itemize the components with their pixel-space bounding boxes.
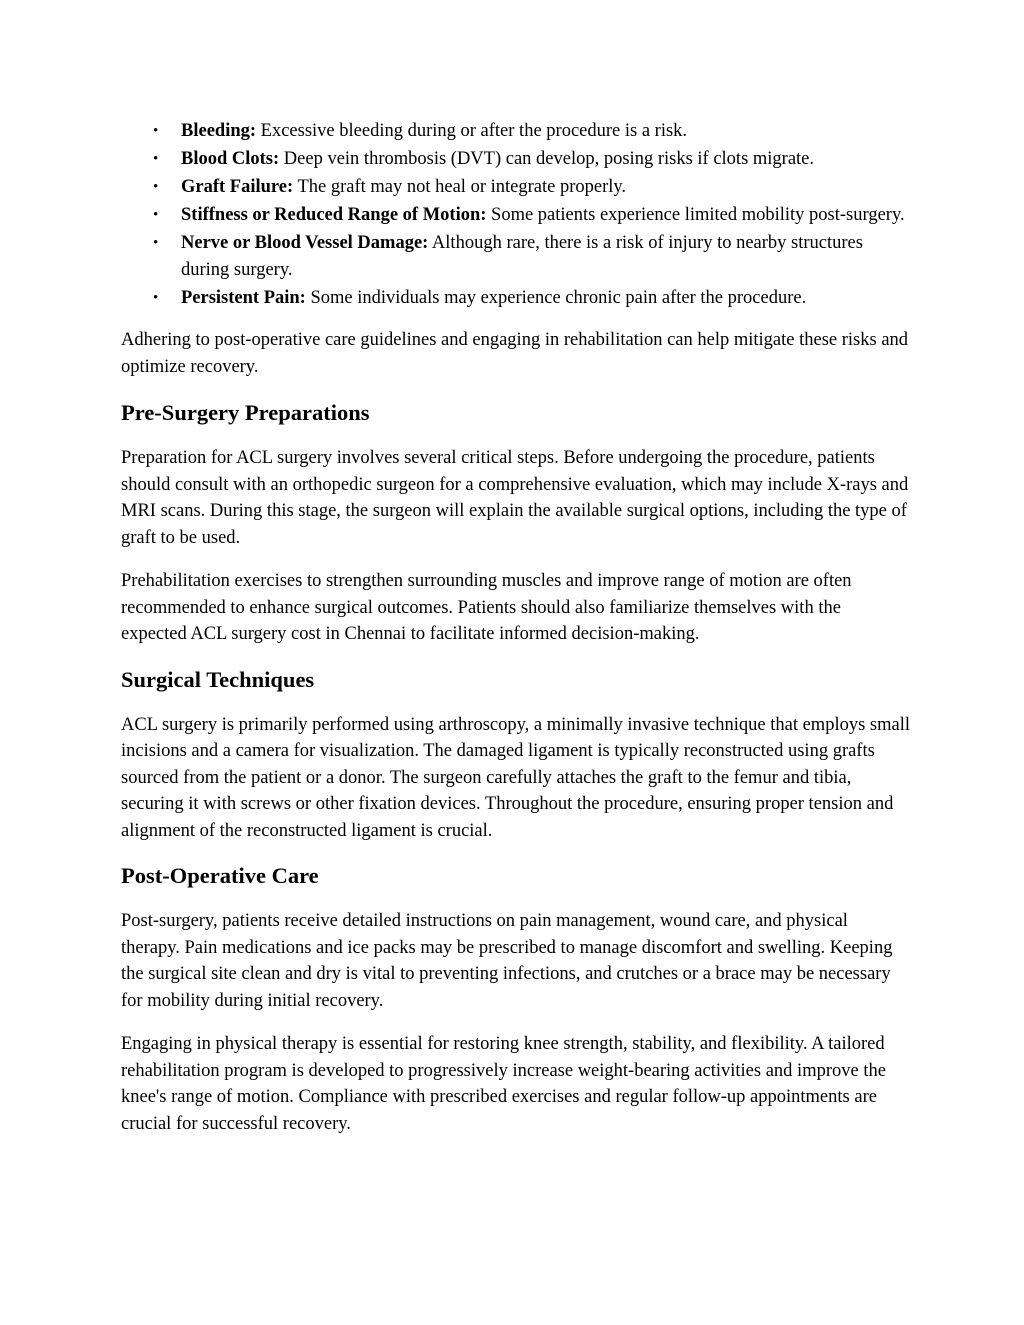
section-heading-pre-surgery: Pre-Surgery Preparations (121, 400, 370, 425)
risk-description: Some patients experience limited mobility post-surgery. (486, 205, 905, 225)
bullet-icon: • (153, 179, 159, 195)
risk-term: Persistent Pain: (181, 287, 306, 308)
list-item-persistent-pain (153, 285, 911, 312)
bullet-icon: • (153, 235, 159, 251)
list-item-nerve-damage (153, 230, 911, 283)
risk-term: Nerve or Blood Vessel Damage: (181, 233, 429, 253)
bullet-icon: • (153, 207, 159, 223)
list-item-bleeding (153, 118, 911, 145)
list-item-blood-clots (153, 146, 911, 173)
risk-term: Bleeding: (181, 121, 257, 141)
risk-list (121, 118, 911, 311)
risks-conclusion-paragraph: Adhering to post-operative care guidelines and engaging in rehabilitation can help mitigate these risks and optimize recovery. (121, 330, 909, 377)
risk-term: Graft Failure: (181, 177, 294, 197)
risk-description: The graft may not heal or integrate properly. (293, 177, 627, 197)
techniques-paragraph-1: ACL surgery is primarily performed using arthroscopy, a minimally invasive technique that employs small incisions and a camera for visualization. The damaged ligament is typically reconstructed using grafts sourced from the patient or a donor. The surgeon carefully attaches the graft to the femur and tibia, securing it with screws or other fixation devices. Throughout the procedure, ensuring proper tension and alignment of the reconstructed ligament is crucial. (121, 714, 910, 841)
post-op-paragraph-2: Engaging in physical therapy is essential for restoring knee strength, stability, and flexibility. A tailored rehabilitation program is developed to progressively increase weight-bearing activities and improve the knee's range of motion. Compliance with prescribed exercises and regular follow-up appointments are crucial for successful recovery. (121, 1034, 886, 1134)
list-item-stiffness (153, 202, 911, 229)
risk-description: Some individuals may experience chronic pain after the procedure. (305, 287, 807, 308)
risk-description: Excessive bleeding during or after the procedure is a risk. (256, 121, 688, 141)
risk-description: Although rare, there is a risk of injury to nearby structures during surgery. (181, 233, 863, 280)
post-op-paragraph-1: Post-surgery, patients receive detailed instructions on pain management, wound care, and physical therapy. Pain medications and ice packs may be prescribed to manage discomfort and swelling. Keeping the surgical site clean and dry is vital to preventing infections, and crutches or a brace may be necessary for mobility during initial recovery. (121, 911, 893, 1011)
risk-term: Blood Clots: (181, 149, 280, 169)
bullet-icon: • (153, 151, 159, 167)
pre-surgery-paragraph-2: Prehabilitation exercises to strengthen surrounding muscles and improve range of motion are often recommended to enhance surgical outcomes. Patients should also familiarize themselves with the expected ACL surgery cost in Chennai to facilitate informed decision-making. (121, 571, 852, 644)
risk-description: Deep vein thrombosis (DVT) can develop, posing risks if clots migrate. (279, 149, 815, 169)
list-item-graft-failure (153, 174, 911, 201)
risk-term: Stiffness or Reduced Range of Motion: (181, 205, 487, 225)
section-heading-post-operative-care: Post-Operative Care (121, 863, 319, 888)
bullet-icon: • (153, 289, 159, 306)
pre-surgery-paragraph-1: Preparation for ACL surgery involves several critical steps. Before undergoing the procedure, patients should consult with an orthopedic surgeon for a comprehensive evaluation, which may include X-rays and MRI scans. During this stage, the surgeon will explain the available surgical options, including the type of graft to be used. (121, 448, 909, 548)
section-heading-surgical-techniques: Surgical Techniques (121, 666, 315, 692)
bullet-icon: • (153, 123, 159, 139)
document-page (121, 118, 911, 1137)
